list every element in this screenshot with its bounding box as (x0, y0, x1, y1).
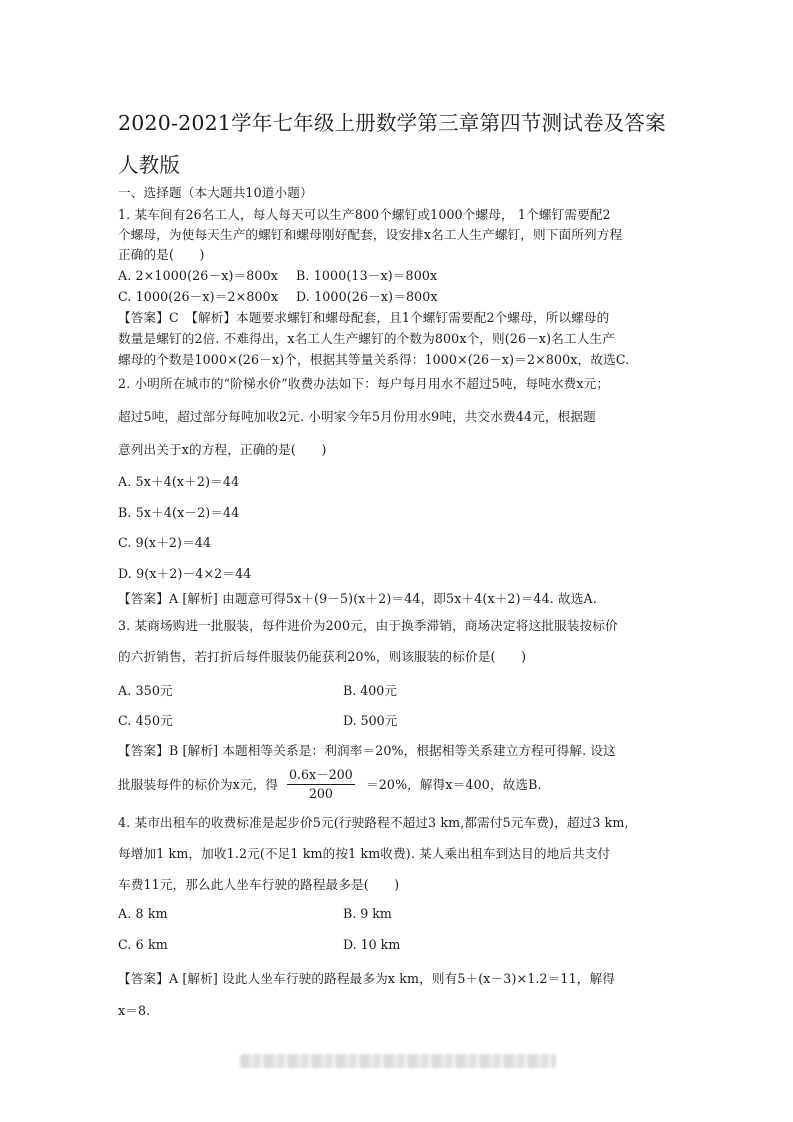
q1-line3: 正确的是( ) (118, 247, 205, 262)
q1-answer-line3: 螺母的个数是1000×(26－x)个，根据其等量关系得：1000×(26－x)＝2×800x，故选C. (118, 352, 630, 367)
q1-option-b: B. 1000(13－x)＝800x (296, 268, 438, 283)
q1-answer-line1: 【答案】C 【解析】本题要求螺钉和螺母配套，且1个螺钉需要配2个螺母，所以螺母的 (118, 310, 610, 325)
q3-answer-line2-post: ＝20%，解得x＝400，故选B. (366, 777, 542, 792)
q4-line1: 4. 某市出租车的收费标准是起步价5元(行驶路程不超过3 km,都需付5元车费)，超过3 km, (118, 815, 629, 830)
q3-option-b: B. 400元 (343, 683, 397, 698)
section-heading: 一、选择题（本大题共10道小题） (118, 185, 313, 200)
q4-line3: 车费11元，那么此人坐车行驶的路程最多是( ) (118, 877, 400, 892)
q3-option-d: D. 500元 (343, 713, 398, 728)
q1-option-d: D. 1000(26－x)＝800x (296, 289, 438, 304)
q4-option-a: A. 8 km (118, 906, 168, 921)
q3-line2: 的六折销售，若打折后每件服装仍能获利20%，则该服装的标价是( ) (118, 649, 527, 664)
q3-option-a: A. 350元 (118, 683, 173, 698)
q4-option-b: B. 9 km (343, 906, 392, 921)
q2-line3: 意列出关于x的方程，正确的是( ) (118, 442, 327, 457)
q4-option-d: D. 10 km (343, 937, 401, 952)
q4-option-c: C. 6 km (118, 937, 168, 952)
q3-line1: 3. 某商场购进一批服装，每件进价为200元，由于换季滞销，商场决定将这批服装按标价 (118, 618, 618, 633)
q1-line1: 1. 某车间有26名工人，每人每天可以生产800个螺钉或1000个螺母， 1个螺钉需要配2 (118, 207, 611, 222)
blurred-footer-watermark (240, 1054, 556, 1068)
q3-fraction-denominator: 200 (308, 786, 333, 801)
q4-answer-line1: 【答案】A [解析] 设此人坐车行驶的路程最多为x km，则有5＋(x－3)×1.2＝11，解得 (118, 971, 615, 986)
q3-answer-line2-pre: 批服装每件的标价为x元，得 (118, 777, 279, 792)
q2-line1: 2. 小明所在城市的“阶梯水价”收费办法如下：每户每月用水不超过5吨，每吨水费x元； (118, 376, 610, 391)
q3-fraction-numerator: 0.6x－200 (287, 764, 355, 785)
q4-answer-line2: x＝8. (118, 1003, 151, 1018)
q1-option-c: C. 1000(26－x)＝2×800x (118, 289, 279, 304)
q2-line2: 超过5吨，超过部分每吨加收2元. 小明家今年5月份用水9吨，共交水费44元，根据题 (118, 409, 596, 424)
q3-fraction (287, 764, 355, 801)
q2-answer: 【答案】A [解析] 由题意可得5x＋(9－5)(x＋2)＝44，即5x＋4(x＋2)＝44. 故选A. (118, 591, 597, 606)
q3-option-c: C. 450元 (118, 713, 173, 728)
q1-option-a: A. 2×1000(26－x)＝800x (118, 268, 278, 283)
q2-option-d: D. 9(x＋2)－4×2＝44 (118, 566, 252, 581)
q1-answer-line2: 数量是螺钉的2倍. 不难得出，x名工人生产螺钉的个数为800x个，则(26－x)名工人生产 (118, 331, 615, 346)
q4-line2: 每增加1 km，加收1.2元(不足1 km的按1 km收费). 某人乘出租车到达目的地后共支付 (118, 846, 611, 861)
q1-line2: 个螺母，为使每天生产的螺钉和螺母刚好配套，设安排x名工人生产螺钉，则下面所列方程 (118, 227, 623, 242)
doc-title-line1: 2020-2021学年七年级上册数学第三章第四节测试卷及答案 (118, 111, 666, 135)
q2-option-c: C. 9(x＋2)＝44 (118, 535, 212, 550)
q2-option-b: B. 5x＋4(x－2)＝44 (118, 505, 240, 520)
q3-answer-line1: 【答案】B [解析] 本题相等关系是：利润率＝20%，根据相等关系建立方程可得解. 设这 (118, 743, 616, 758)
doc-title-line2: 人教版 (118, 153, 181, 177)
q2-option-a: A. 5x＋4(x＋2)＝44 (118, 474, 240, 489)
